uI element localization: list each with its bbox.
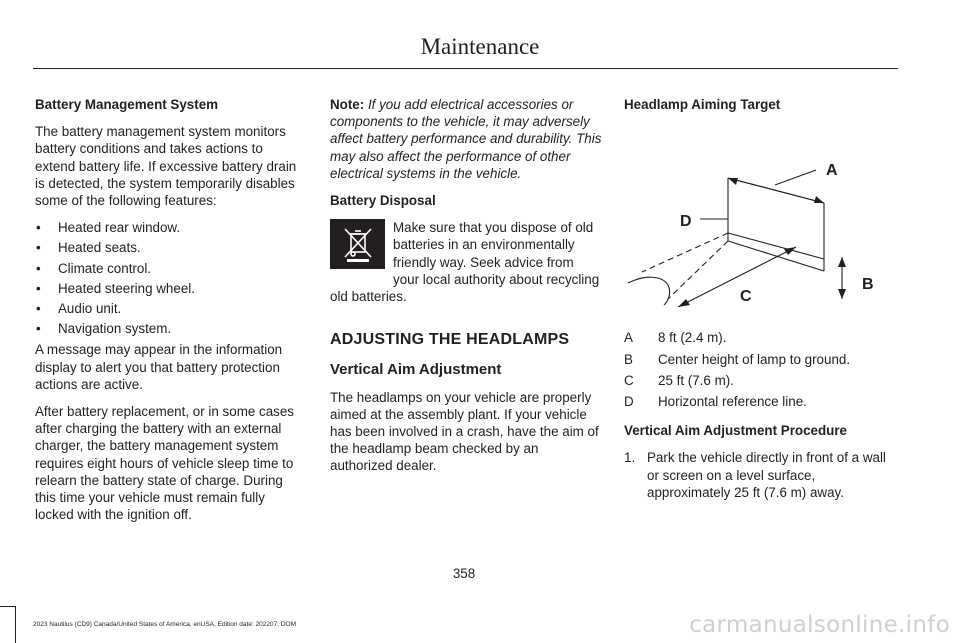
edition-footer: 2023 Nautilus (CD9) Canada/United States of America, enUSA, Edition date: 202207, DOM — [33, 621, 297, 628]
arrow-c-left — [678, 299, 690, 307]
note-text: If you add electrical accessories or components to the vehicle, it may adversely affect battery performance and durability. This may also affect the performance of other electrical systems in the vehicle. — [330, 97, 602, 181]
battery-disposal-text: Make sure that you dispose of old batteries in an environmentally friendly way. Seek advice from your local authority about recycling old batteries. — [330, 220, 600, 305]
vertical-aim-title: Vertical Aim Adjustment — [330, 361, 502, 379]
list-item: • Navigation system. — [35, 320, 298, 337]
watermark: carmanualsonline.info — [689, 612, 950, 638]
procedure-step — [624, 449, 900, 501]
dimension-a-leader — [775, 170, 816, 185]
footer-corner-mark — [0, 606, 16, 643]
headlamp-aiming-target-heading: Headlamp Aiming Target — [624, 97, 781, 112]
column-1 — [35, 96, 298, 533]
legend-row — [624, 329, 900, 346]
arrow-a-left — [728, 178, 738, 185]
note-paragraph — [330, 96, 602, 182]
page-number: 358 — [452, 566, 476, 581]
column-2 — [330, 96, 602, 485]
legend-row — [624, 393, 900, 410]
beam-line-lower — [668, 241, 728, 299]
diagram-label-b: B — [862, 276, 874, 294]
arrow-b-top — [838, 257, 846, 267]
legend-key: A — [624, 330, 633, 346]
battery-disposal-heading: Battery Disposal — [330, 193, 436, 209]
legend-text: Horizontal reference line. — [658, 394, 807, 410]
diagram-label-c: C — [740, 288, 752, 306]
arrow-a-right — [814, 196, 824, 203]
step-text: Park the vehicle directly in front of a wall or screen on a level surface, approximately 25 ft (7.6 m) away. — [647, 450, 886, 500]
adjusting-headlamps-title: ADJUSTING THE HEADLAMPS — [330, 331, 570, 349]
battery-disposal-block — [330, 219, 602, 305]
legend-row — [624, 372, 900, 389]
dimension-a-line — [728, 178, 824, 203]
diagram-legend — [624, 329, 900, 410]
arrow-b-bottom — [838, 289, 846, 299]
headlamp-aiming-diagram — [624, 123, 900, 313]
legend-text: 8 ft (2.4 m). — [658, 330, 727, 346]
procedure-steps — [624, 449, 900, 501]
protection-message-paragraph: A message may appear in the information display to alert you that battery protection actions are active. — [35, 342, 283, 392]
list-item: • Heated rear window. — [35, 219, 298, 236]
list-item: • Climate control. — [35, 260, 298, 277]
battery-management-heading: Battery Management System — [35, 97, 219, 112]
legend-text: 25 ft (7.6 m). — [658, 372, 734, 388]
legend-text: Center height of lamp to ground. — [658, 351, 851, 367]
note-label: Note: — [330, 97, 365, 112]
legend-row — [624, 351, 900, 368]
header-rule — [33, 68, 898, 69]
step-number: 1. — [624, 450, 636, 466]
battery-replacement-paragraph: After battery replacement, or in some cases after charging the battery with an external charger, the battery management system requires eight hours of vehicle sleep time to relearn the battery state of charge. During this time your vehicle must remain fully locked with the ignition off. — [35, 404, 294, 523]
crossed-out-wheelie-bin-icon — [330, 219, 385, 269]
headlamp-outline — [628, 277, 670, 305]
list-item: • Heated seats. — [35, 239, 298, 256]
disabled-features-list — [35, 219, 298, 337]
diagram-label-a: A — [826, 162, 838, 180]
diagram-label-d: D — [680, 213, 692, 231]
column-3 — [624, 96, 900, 501]
vertical-aim-procedure-heading: Vertical Aim Adjustment Procedure — [624, 423, 847, 439]
legend-key: D — [624, 394, 634, 410]
legend-key: C — [624, 372, 634, 388]
dimension-c-line — [678, 247, 796, 307]
battery-management-intro: The battery management system monitors battery conditions and takes actions to extend battery life. If excessive battery drain is detected, the system temporarily disables some of the following features: — [35, 124, 297, 209]
vertical-aim-text: The headlamps on your vehicle are properly aimed at the assembly plant. If your vehicle has been involved in a crash, have the aim of the headlamp beam checked by an authorized dealer. — [330, 389, 599, 474]
list-item: • Heated steering wheel. — [35, 280, 298, 297]
beam-line-upper — [642, 233, 728, 272]
page-title: Maintenance — [420, 34, 540, 59]
list-item: • Audio unit. — [35, 300, 298, 317]
legend-key: B — [624, 351, 633, 367]
